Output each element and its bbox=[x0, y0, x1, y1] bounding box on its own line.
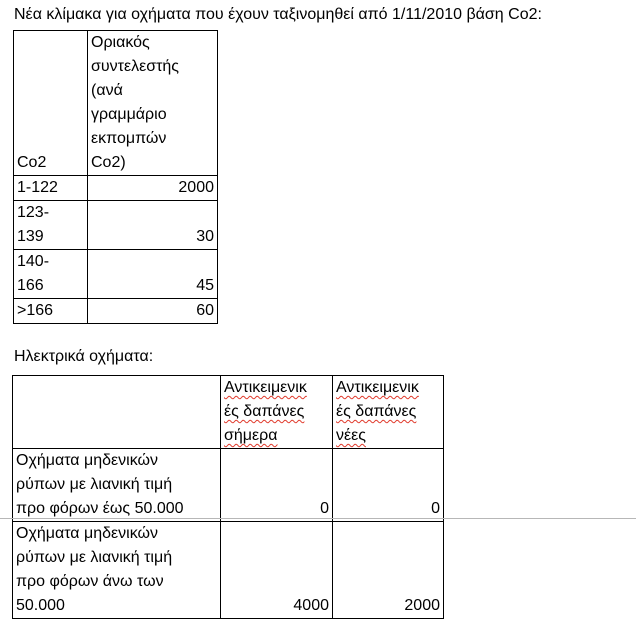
co2-band-line: 123- bbox=[17, 204, 50, 221]
table-row bbox=[14, 250, 218, 299]
vehicle-category-line: ρύπων με λιανική τιμή bbox=[16, 549, 173, 566]
ev-header-empty-cell bbox=[13, 376, 221, 449]
co2-band-line: >166 bbox=[17, 302, 54, 319]
coefficient-header-line: (ανά bbox=[91, 82, 123, 99]
co2-header-row bbox=[14, 31, 218, 176]
coefficient-value-cell: 45 bbox=[88, 250, 218, 299]
coefficient-header-line: Οριακός bbox=[91, 34, 150, 51]
electric-vehicles-title: Ηλεκτρικά οχήματα: bbox=[14, 348, 154, 365]
page-break-line bbox=[0, 518, 636, 519]
page-title: Νέα κλίμακα για οχήματα που έχουν ταξινομηθεί από 1/11/2010 βάση Co2: bbox=[14, 6, 542, 23]
new-costs-header-line: νέες bbox=[336, 427, 366, 444]
co2-header-label: Co2 bbox=[14, 31, 88, 176]
new-cost-cell: 2000 bbox=[333, 522, 444, 619]
vehicle-category-line: προ φόρων άνω των bbox=[16, 573, 164, 590]
vehicle-category-line: Οχήματα μηδενικών bbox=[16, 525, 159, 542]
current-costs-header bbox=[221, 376, 333, 449]
vehicle-category-line: 50.000 bbox=[16, 597, 65, 614]
co2-band-line: 140- bbox=[17, 253, 50, 270]
new-cost-cell: 0 bbox=[333, 449, 444, 522]
coefficient-value-cell: 30 bbox=[88, 201, 218, 250]
coefficient-value-cell: 60 bbox=[88, 299, 218, 324]
coefficient-header bbox=[88, 31, 218, 176]
current-cost-cell: 0 bbox=[221, 449, 333, 522]
co2-band-line: 166 bbox=[17, 277, 44, 294]
vehicle-category-cell bbox=[13, 522, 221, 619]
table-row bbox=[13, 449, 444, 522]
coefficient-header-line: Co2) bbox=[91, 154, 126, 171]
coefficient-header-line: εκπομπών bbox=[91, 130, 167, 147]
co2-band-line: 139 bbox=[17, 228, 44, 245]
vehicle-category-cell bbox=[13, 449, 221, 522]
co2-band-cell bbox=[14, 250, 88, 299]
current-costs-header-line: ές δαπάνες bbox=[224, 403, 305, 420]
table-row bbox=[13, 522, 444, 619]
current-cost-cell: 4000 bbox=[221, 522, 333, 619]
table-row bbox=[14, 176, 218, 201]
new-costs-header-line: ές δαπάνες bbox=[336, 403, 417, 420]
vehicle-category-line: Οχήματα μηδενικών bbox=[16, 452, 159, 469]
table-row bbox=[14, 201, 218, 250]
new-costs-header bbox=[333, 376, 444, 449]
co2-band-cell bbox=[14, 176, 88, 201]
co2-scale-table bbox=[13, 30, 218, 324]
current-costs-header-line: σήμερα bbox=[224, 427, 278, 444]
new-costs-header-line: Αντικειμενικ bbox=[336, 379, 419, 396]
current-costs-header-line: Αντικειμενικ bbox=[224, 379, 307, 396]
co2-band-line: 1-122 bbox=[17, 179, 58, 196]
coefficient-value-cell: 2000 bbox=[88, 176, 218, 201]
co2-band-cell bbox=[14, 299, 88, 324]
vehicle-category-line: ρύπων με λιανική τιμή bbox=[16, 476, 173, 493]
ev-header-row bbox=[13, 376, 444, 449]
electric-vehicles-table bbox=[12, 375, 444, 619]
coefficient-header-line: συντελεστής bbox=[91, 58, 180, 75]
vehicle-category-line: προ φόρων έως 50.000 bbox=[16, 500, 184, 517]
coefficient-header-line: γραμμάριο bbox=[91, 106, 167, 123]
table-row bbox=[14, 299, 218, 324]
co2-band-cell bbox=[14, 201, 88, 250]
